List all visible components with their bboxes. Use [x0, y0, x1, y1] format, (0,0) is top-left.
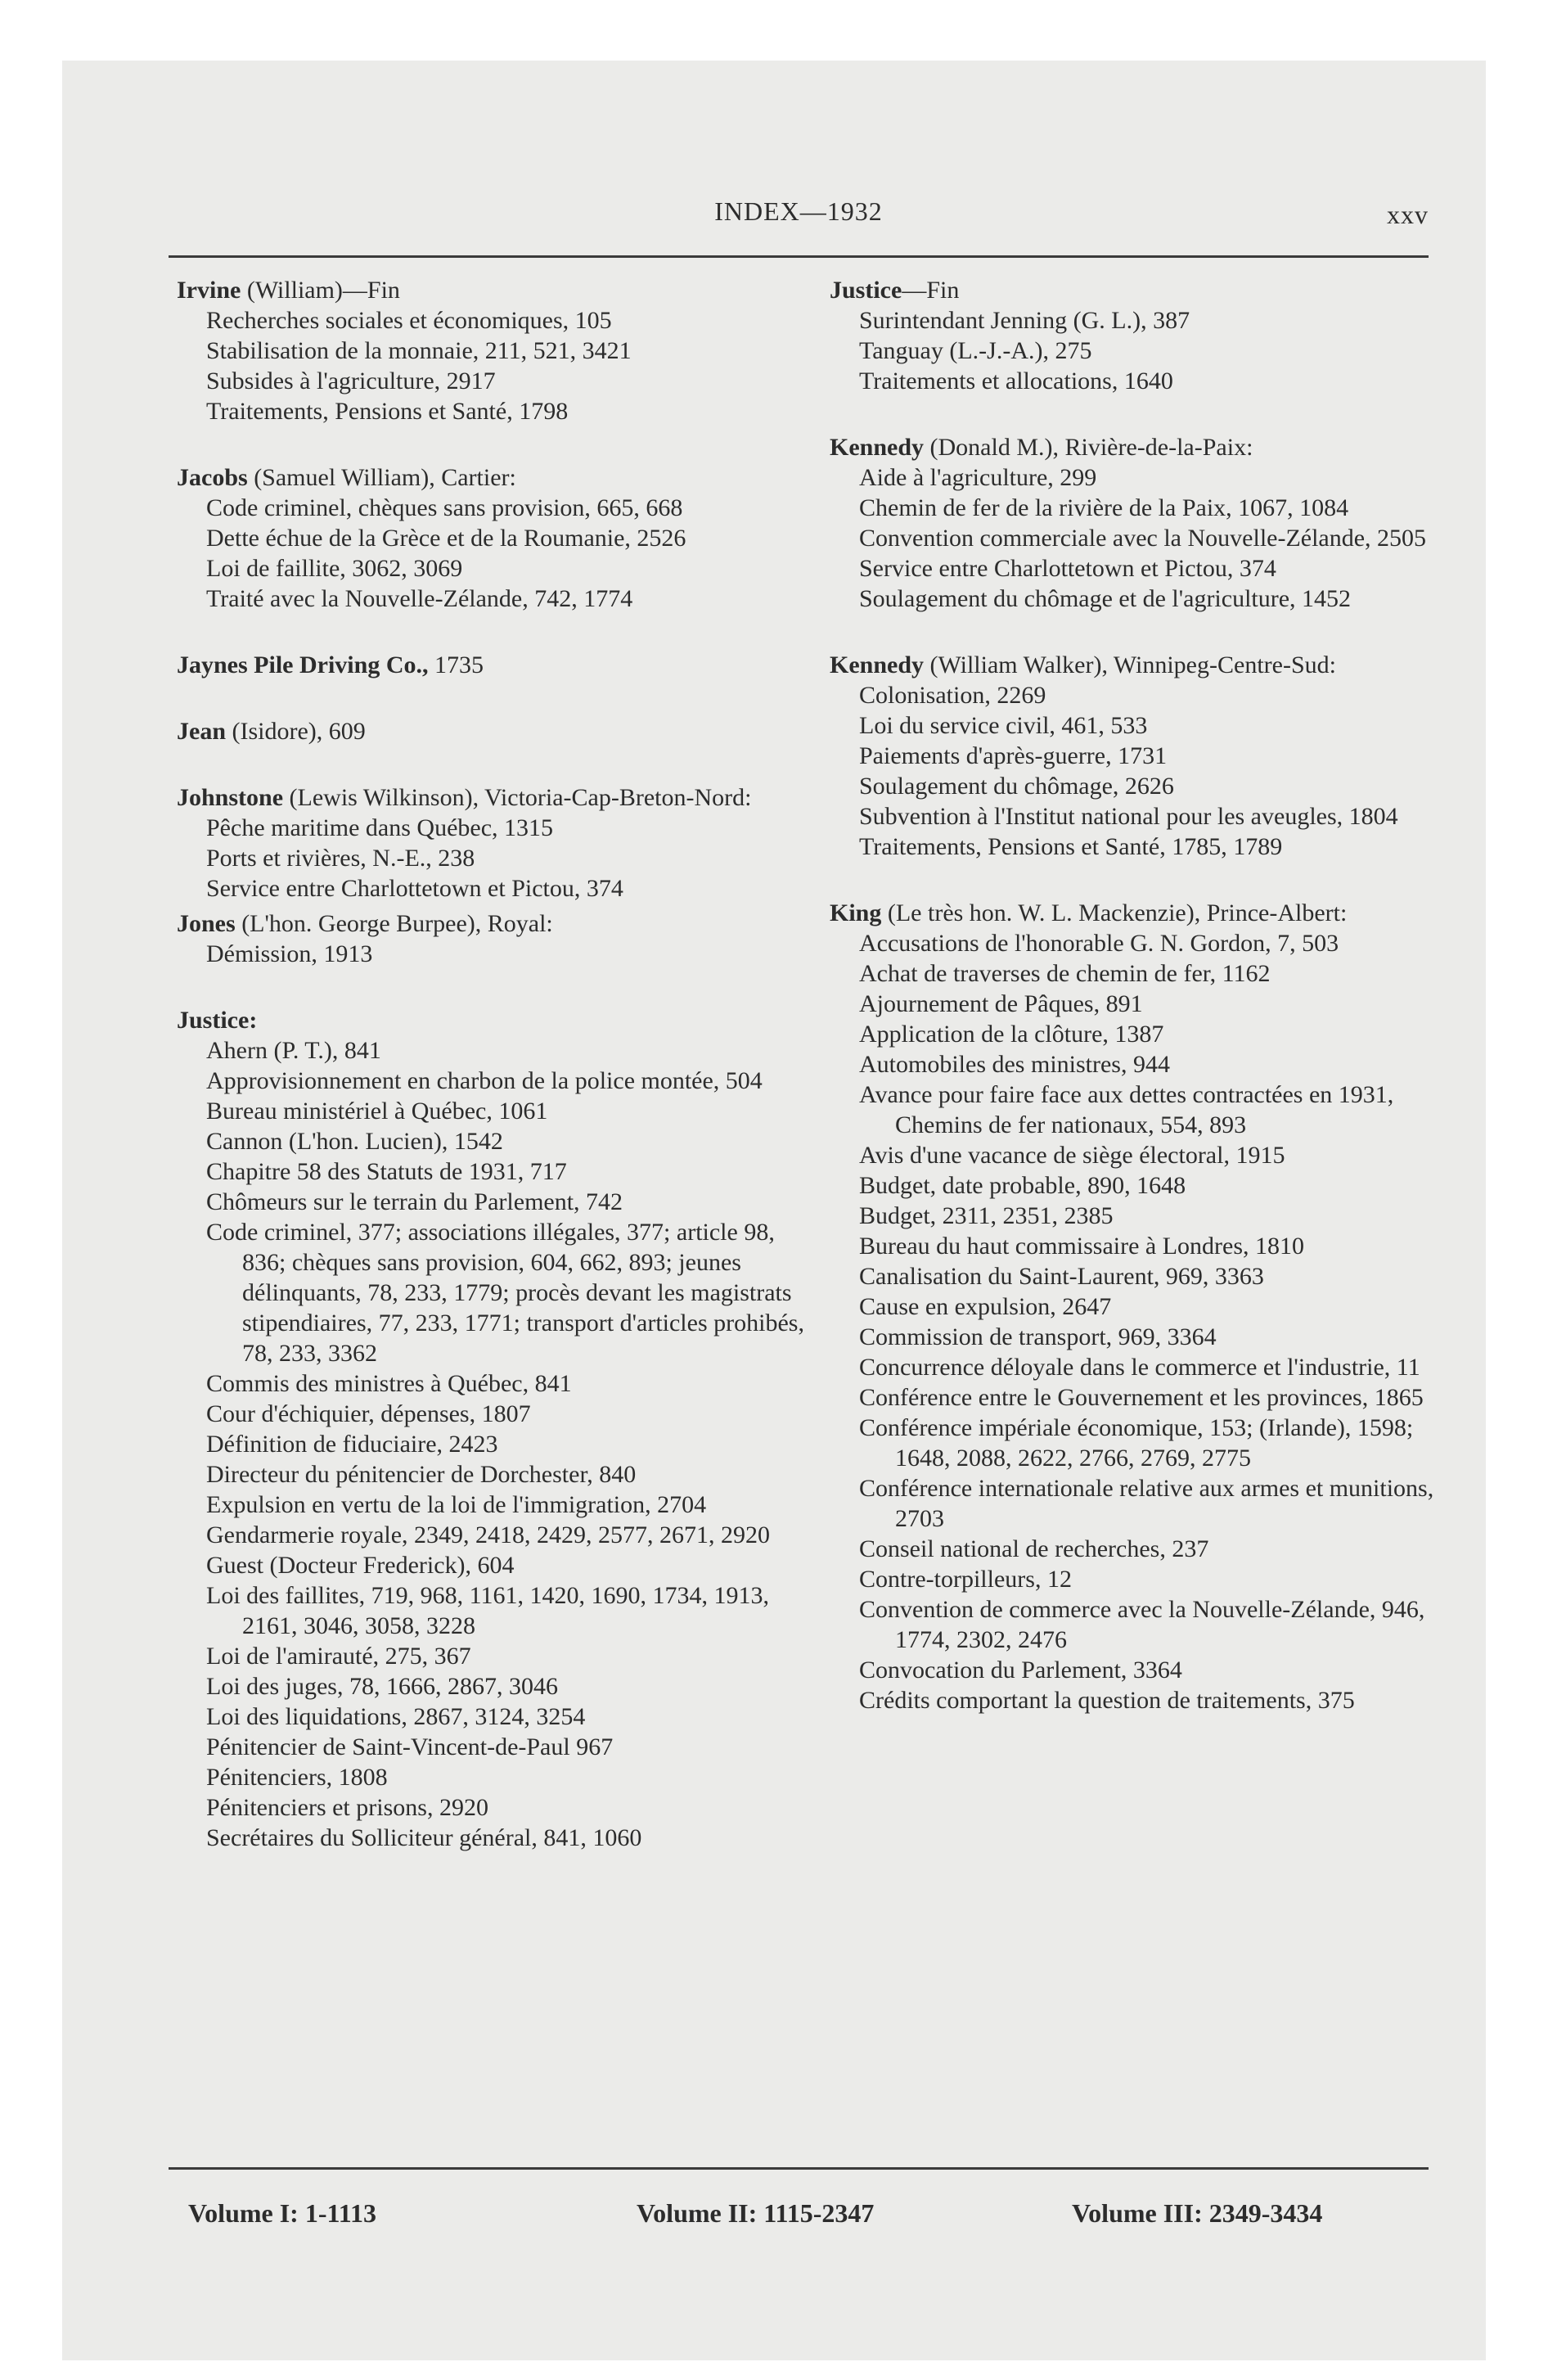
- entry-heading: [830, 898, 1435, 928]
- subentry: Contre-torpilleurs, 12: [859, 1566, 1072, 1593]
- entry-heading: [830, 432, 1435, 462]
- subentry: Stabilisation de la monnaie, 211, 521, 3421: [206, 337, 632, 364]
- subentry: Ports et rivières, N.-E., 238: [206, 845, 475, 872]
- subentry: Colonisation, 2269: [859, 682, 1046, 709]
- subentry-list: [177, 493, 807, 614]
- index-entry: [177, 1005, 807, 1853]
- subentry: Chemin de fer de la rivière de la Paix, 1067, 1084: [859, 494, 1349, 521]
- subentry: Pénitencier de Saint-Vincent-de-Paul 967: [206, 1733, 614, 1760]
- entry-name: King: [830, 899, 882, 926]
- subentry: Loi des faillites, 719, 968, 1161, 1420, 1690, 1734, 1913, 2161, 3046, 3058, 3228: [206, 1582, 770, 1639]
- subentry: Subvention à l'Institut national pour les aveugles, 1804: [859, 803, 1398, 830]
- subentry: Bureau du haut commissaire à Londres, 1810: [859, 1233, 1305, 1260]
- subentry: Pénitenciers et prisons, 2920: [206, 1794, 488, 1821]
- page-number: xxv: [1387, 200, 1429, 229]
- subentry: Convention commerciale avec la Nouvelle-Zélande, 2505: [859, 525, 1427, 552]
- entry-name: Irvine: [177, 277, 241, 304]
- subentry: Conseil national de recherches, 237: [859, 1535, 1209, 1562]
- subentry: Dette échue de la Grèce et de la Roumanie, 2526: [206, 525, 686, 552]
- subentry: Loi de l'amirauté, 275, 367: [206, 1643, 471, 1670]
- entry-heading: [177, 650, 807, 680]
- index-entry: [177, 462, 807, 614]
- entry-qualifier: 1735: [434, 651, 484, 678]
- entry-name: Kennedy: [830, 651, 925, 678]
- subentry: Chapitre 58 des Statuts de 1931, 717: [206, 1158, 567, 1185]
- subentry: Approvisionnement en charbon de la police montée, 504: [206, 1067, 763, 1094]
- entry-heading: [177, 782, 807, 813]
- entry-name: Justice: [830, 277, 902, 304]
- volume-1-range: Volume I: 1-1113: [188, 2198, 376, 2228]
- subentry: Loi des liquidations, 2867, 3124, 3254: [206, 1703, 586, 1730]
- subentry: Conférence internationale relative aux armes et munitions, 2703: [859, 1475, 1434, 1532]
- subentry: Définition de fiduciaire, 2423: [206, 1431, 498, 1458]
- subentry-list: [830, 928, 1435, 1715]
- subentry: Service entre Charlottetown et Pictou, 374: [206, 875, 623, 902]
- entry-heading: [177, 275, 807, 305]
- subentry: Commis des ministres à Québec, 841: [206, 1370, 572, 1397]
- index-entry: [177, 650, 807, 680]
- subentry: Surintendant Jenning (G. L.), 387: [859, 307, 1190, 334]
- index-entry: [177, 782, 807, 904]
- subentry: Loi du service civil, 461, 533: [859, 712, 1148, 739]
- subentry: Démission, 1913: [206, 940, 373, 967]
- entry-qualifier: —Fin: [902, 277, 960, 304]
- subentry: Accusations de l'honorable G. N. Gordon, 7, 503: [859, 930, 1339, 957]
- subentry: Secrétaires du Solliciteur général, 841, 1060: [206, 1824, 642, 1851]
- subentry: Ahern (P. T.), 841: [206, 1037, 381, 1064]
- subentry: Aide à l'agriculture, 299: [859, 464, 1097, 491]
- subentry: Soulagement du chômage, 2626: [859, 773, 1174, 800]
- entry-heading: [177, 716, 807, 746]
- subentry: Budget, 2311, 2351, 2385: [859, 1202, 1114, 1229]
- subentry: Cause en expulsion, 2647: [859, 1293, 1112, 1320]
- subentry: Crédits comportant la question de traitements, 375: [859, 1687, 1355, 1714]
- subentry: Traitements, Pensions et Santé, 1798: [206, 398, 569, 425]
- subentry: Gendarmerie royale, 2349, 2418, 2429, 2577, 2671, 2920: [206, 1521, 771, 1548]
- index-entry: [177, 716, 807, 746]
- volume-3-range: Volume III: 2349-3434: [1072, 2198, 1323, 2228]
- index-page: [62, 61, 1486, 2360]
- entry-name: Jaynes Pile Driving Co.,: [177, 651, 429, 678]
- subentry: Directeur du pénitencier de Dorchester, 840: [206, 1461, 637, 1488]
- entry-qualifier: (William)—Fin: [246, 277, 400, 304]
- volume-2-range: Volume II: 1115-2347: [637, 2198, 875, 2228]
- page-header: [169, 196, 1429, 246]
- subentry: Achat de traverses de chemin de fer, 1162: [859, 960, 1271, 987]
- subentry: Avis d'une vacance de siège électoral, 1915: [859, 1142, 1285, 1169]
- subentry: Ajournement de Pâques, 891: [859, 990, 1143, 1017]
- entry-qualifier: (William Walker), Winnipeg-Centre-Sud:: [929, 651, 1336, 678]
- index-entry: [830, 898, 1435, 1715]
- subentry: Paiements d'après-guerre, 1731: [859, 742, 1168, 769]
- subentry-list: [830, 305, 1435, 396]
- subentry: Traitements et allocations, 1640: [859, 367, 1173, 394]
- subentry-list: [177, 305, 807, 426]
- subentry: Code criminel, 377; associations illégales, 377; article 98, 836; chèques sans provision, 604, 662, 893; jeunes délinquants, 78, 233, 1779; procès devant les magistrats stipendiaires, 77, 233, 1771; transport d'articles prohibés, 78, 233, 3362: [206, 1219, 804, 1367]
- subentry: Guest (Docteur Frederick), 604: [206, 1552, 515, 1579]
- subentry-list: [830, 462, 1435, 614]
- subentry: Expulsion en vertu de la loi de l'immigration, 2704: [206, 1491, 707, 1518]
- header-rule: [169, 255, 1429, 258]
- subentry: Bureau ministériel à Québec, 1061: [206, 1098, 548, 1125]
- subentry: Traitements, Pensions et Santé, 1785, 1789: [859, 833, 1283, 860]
- entry-heading: [177, 908, 807, 939]
- entry-qualifier: (Isidore), 609: [232, 718, 366, 745]
- footer-rule: [169, 2167, 1429, 2170]
- index-entry: [830, 432, 1435, 614]
- entry-heading: [830, 275, 1435, 305]
- subentry: Cour d'échiquier, dépenses, 1807: [206, 1400, 531, 1427]
- scanned-page: [62, 61, 1486, 2360]
- entry-heading: [177, 462, 807, 493]
- entry-name: Justice:: [177, 1007, 258, 1034]
- subentry: Budget, date probable, 890, 1648: [859, 1172, 1186, 1199]
- page-title: INDEX—1932: [714, 196, 883, 226]
- subentry: Service entre Charlottetown et Pictou, 374: [859, 555, 1276, 582]
- subentry: Conférence impériale économique, 153; (Irlande), 1598; 1648, 2088, 2622, 2766, 2769, 2775: [859, 1414, 1414, 1472]
- entry-name: Jacobs: [177, 464, 248, 491]
- subentry: Avance pour faire face aux dettes contractées en 1931, Chemins de fer nationaux, 554, 893: [859, 1081, 1394, 1138]
- right-column: [830, 275, 1435, 1751]
- subentry: Traité avec la Nouvelle-Zélande, 742, 1774: [206, 585, 633, 612]
- subentry: Application de la clôture, 1387: [859, 1021, 1164, 1048]
- subentry: Convocation du Parlement, 3364: [859, 1657, 1182, 1684]
- entry-qualifier: (Samuel William), Cartier:: [254, 464, 516, 491]
- subentry: Chômeurs sur le terrain du Parlement, 742: [206, 1188, 623, 1215]
- entry-qualifier: (Lewis Wilkinson), Victoria-Cap-Breton-Nord:: [289, 784, 752, 811]
- subentry: Soulagement du chômage et de l'agriculture, 1452: [859, 585, 1352, 612]
- entry-heading: [177, 1005, 807, 1035]
- subentry-list: [830, 680, 1435, 862]
- entry-name: Jones: [177, 910, 236, 937]
- subentry: Code criminel, chèques sans provision, 665, 668: [206, 494, 683, 521]
- subentry: Pêche maritime dans Québec, 1315: [206, 814, 554, 841]
- subentry: Loi de faillite, 3062, 3069: [206, 555, 463, 582]
- entry-name: Johnstone: [177, 784, 284, 811]
- left-column: [177, 275, 807, 1889]
- subentry: Pénitenciers, 1808: [206, 1764, 388, 1791]
- subentry: Automobiles des ministres, 944: [859, 1051, 1170, 1078]
- subentry: Concurrence déloyale dans le commerce et l'industrie, 11: [859, 1354, 1420, 1381]
- subentry: Tanguay (L.-J.-A.), 275: [859, 337, 1092, 364]
- index-entry: [177, 908, 807, 969]
- index-entry: [830, 650, 1435, 862]
- index-entry: [830, 275, 1435, 396]
- subentry: Subsides à l'agriculture, 2917: [206, 367, 496, 394]
- entry-qualifier: (Le très hon. W. L. Mackenzie), Prince-Albert:: [887, 899, 1348, 926]
- subentry: Loi des juges, 78, 1666, 2867, 3046: [206, 1673, 558, 1700]
- subentry: Canalisation du Saint-Laurent, 969, 3363: [859, 1263, 1264, 1290]
- subentry-list: [177, 939, 807, 969]
- subentry: Convention de commerce avec la Nouvelle-Zélande, 946, 1774, 2302, 2476: [859, 1596, 1425, 1653]
- subentry: Recherches sociales et économiques, 105: [206, 307, 612, 334]
- subentry: Commission de transport, 969, 3364: [859, 1323, 1217, 1350]
- subentry-list: [177, 1035, 807, 1853]
- entry-qualifier: (L'hon. George Burpee), Royal:: [241, 910, 553, 937]
- entry-heading: [830, 650, 1435, 680]
- entry-name: Jean: [177, 718, 226, 745]
- entry-name: Kennedy: [830, 434, 925, 461]
- subentry: Conférence entre le Gouvernement et les provinces, 1865: [859, 1384, 1424, 1411]
- index-entry: [177, 275, 807, 426]
- subentry: Cannon (L'hon. Lucien), 1542: [206, 1128, 503, 1155]
- subentry-list: [177, 813, 807, 904]
- entry-qualifier: (Donald M.), Rivière-de-la-Paix:: [929, 434, 1253, 461]
